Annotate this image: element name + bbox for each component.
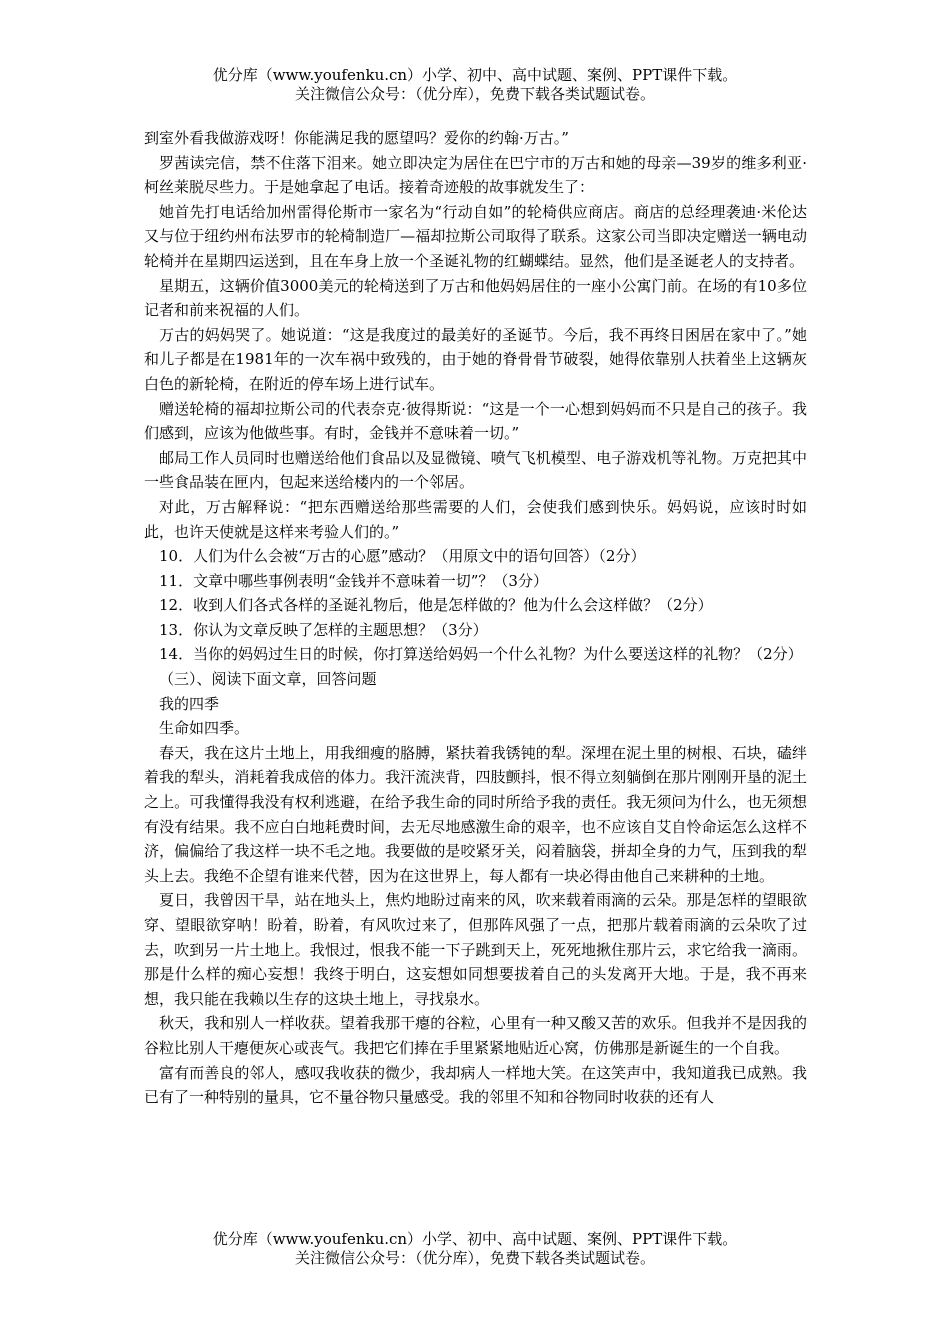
main-content <box>144 126 807 1110</box>
section3-paragraph-1: 春天，我在这片土地上，用我细瘦的胳膊，紧扶着我锈钝的犁。深埋在泥土里的树根、石块，磕绊着我的犁头，消耗着我成倍的体力。我汗流浃背，四肢颤抖，恨不得立刻躺倒在那片刚刚开垦的泥土之上。可我懂得我没有权利逃避，在给予我生命的同时所给予我的责任。我无须问为什么，也无须想有没有结果。我不应白白地耗费时间，去无尽地感激生命的艰辛，也不应该自艾自怜命运怎么这样不济，偏偏给了我这样一块不毛之地。我要做的是咬紧牙关，闷着脑袋，拼却全身的力气，压到我的犁头上去。我绝不企望有谁来代替，因为在这世界上，每人都有一块必得由他自己来耕种的土地。 <box>144 743 807 885</box>
article1-paragraph-1: 罗茜读完信，禁不住落下泪来。她立即决定为居住在巴宁市的万古和她的母亲—39岁的维多利亚·柯丝莱脱尽些力。于是她拿起了电话。接着奇迹般的故事就发生了： <box>144 153 807 197</box>
footer-line-2: 关注微信公众号：（优分库），免费下载各类试题试卷。 <box>294 1249 655 1267</box>
page-header <box>0 66 950 104</box>
article1-paragraph-2: 她首先打电话给加州雷得伦斯市一家名为“行动自如”的轮椅供应商店。商店的总经理袭迪·米伦达又与位于纽约州布法罗市的轮椅制造厂—福却拉斯公司取得了联系。这家公司当即决定赠送一辆电动轮椅并在星期四运送到，且在车身上放一个圣诞礼物的红蝴蝶结。显然，他们是圣诞老人的支持者。 <box>144 202 807 270</box>
article1-paragraph-3: 星期五，这辆价值3000美元的轮椅送到了万古和他妈妈居住的一座小公寓门前。在场的有10多位记者和前来祝福的人们。 <box>144 276 807 320</box>
article1-paragraph-6: 邮局工作人员同时也赠送给他们食品以及显微镜、喷气飞机模型、电子游戏机等礼物。万克把其中一些食品装在匣内，包起来送给楼内的一个邻居。 <box>144 448 807 492</box>
header-line-2: 关注微信公众号：（优分库），免费下载各类试题试卷。 <box>294 85 655 103</box>
section3-title: 我的四季 <box>159 694 220 713</box>
article1-paragraph-0: 到室外看我做游戏呀！你能满足我的愿望吗？爱你的约翰·万古。” <box>144 129 569 147</box>
question-10: 10．人们为什么会被“万古的心愿”感动？（用原文中的语句回答）（2分） <box>159 547 646 566</box>
question-11: 11．文章中哪些事例表明“金钱并不意味着一切”？（3分） <box>159 571 548 590</box>
article1-paragraph-7: 对此，万古解释说：“把东西赠送给那些需要的人们，会使我们感到快乐。妈妈说，应该时时如此，也许天使就是这样来考验人们的。” <box>144 497 807 541</box>
question-12: 12．收到人们各式各样的圣诞礼物后，他是怎样做的？他为什么会这样做？（2分） <box>159 596 713 615</box>
page-footer <box>0 1230 950 1268</box>
footer-line-1: 优分库（www.youfenku.cn）小学、初中、高中试题、案例、PPT课件下载。 <box>212 1230 738 1248</box>
article1-paragraph-5: 赠送轮椅的福却拉斯公司的代表奈克·彼得斯说：“这是一个一心想到妈妈而不只是自己的孩子。我们感到，应该为他做些事。有时，金钱并不意味着一切。” <box>144 399 807 443</box>
section3-paragraph-4: 富有而善良的邻人，感叹我收获的微少，我却病人一样地大笑。在这笑声中，我知道我已成熟。我已有了一种特别的量具，它不量谷物只量感受。我的邻里不知和谷物同时收获的还有人 <box>144 1063 807 1107</box>
section3-paragraph-3: 秋天，我和别人一样收获。望着我那干瘪的谷粒，心里有一种又酸又苦的欢乐。但我并不是因我的谷粒比别人干瘪便灰心或丧气。我把它们捧在手里紧紧地贴近心窝，仿佛那是新诞生的一个自我。 <box>144 1014 807 1057</box>
section3-heading: （三）、阅读下面文章，回答问题 <box>159 670 377 689</box>
section3-paragraph-2: 夏日，我曾因干旱，站在地头上，焦灼地盼过南来的风，吹来载着雨滴的云朵。那是怎样的望眼欲穿、望眼欲穿呐！盼着，盼着，有风吹过来了，但那阵风强了一点，把那片载着雨滴的云朵吹了过去，吹到另一片土地上。我恨过，恨我不能一下子跳到天上，死死地揪住那片云，求它给我一滴雨。那是什么样的痴心妄想！我终于明白，这妄想如同想要拔着自己的头发离开大地。于是，我不再来想，我只能在我赖以生存的这块土地上，寻找泉水。 <box>144 891 807 1008</box>
article1-paragraph-4: 万古的妈妈哭了。她说道：“这是我度过的最美好的圣诞节。今后，我不再终日困居在家中了。”她和儿子都是在1981年的一次车祸中致残的，由于她的脊骨骨节破裂，她得依靠别人扶着坐上这辆灰白色的新轮椅，在附近的停车场上进行试车。 <box>144 325 807 393</box>
header-line-1: 优分库（www.youfenku.cn）小学、初中、高中试题、案例、PPT课件下载。 <box>212 66 738 84</box>
question-13: 13．你认为文章反映了怎样的主题思想？（3分） <box>159 620 488 639</box>
section3-paragraph-0: 生命如四季。 <box>159 719 250 738</box>
question-14: 14．当你的妈妈过生日的时候，你打算送给妈妈一个什么礼物？为什么要送这样的礼物？（2分） <box>159 645 803 664</box>
